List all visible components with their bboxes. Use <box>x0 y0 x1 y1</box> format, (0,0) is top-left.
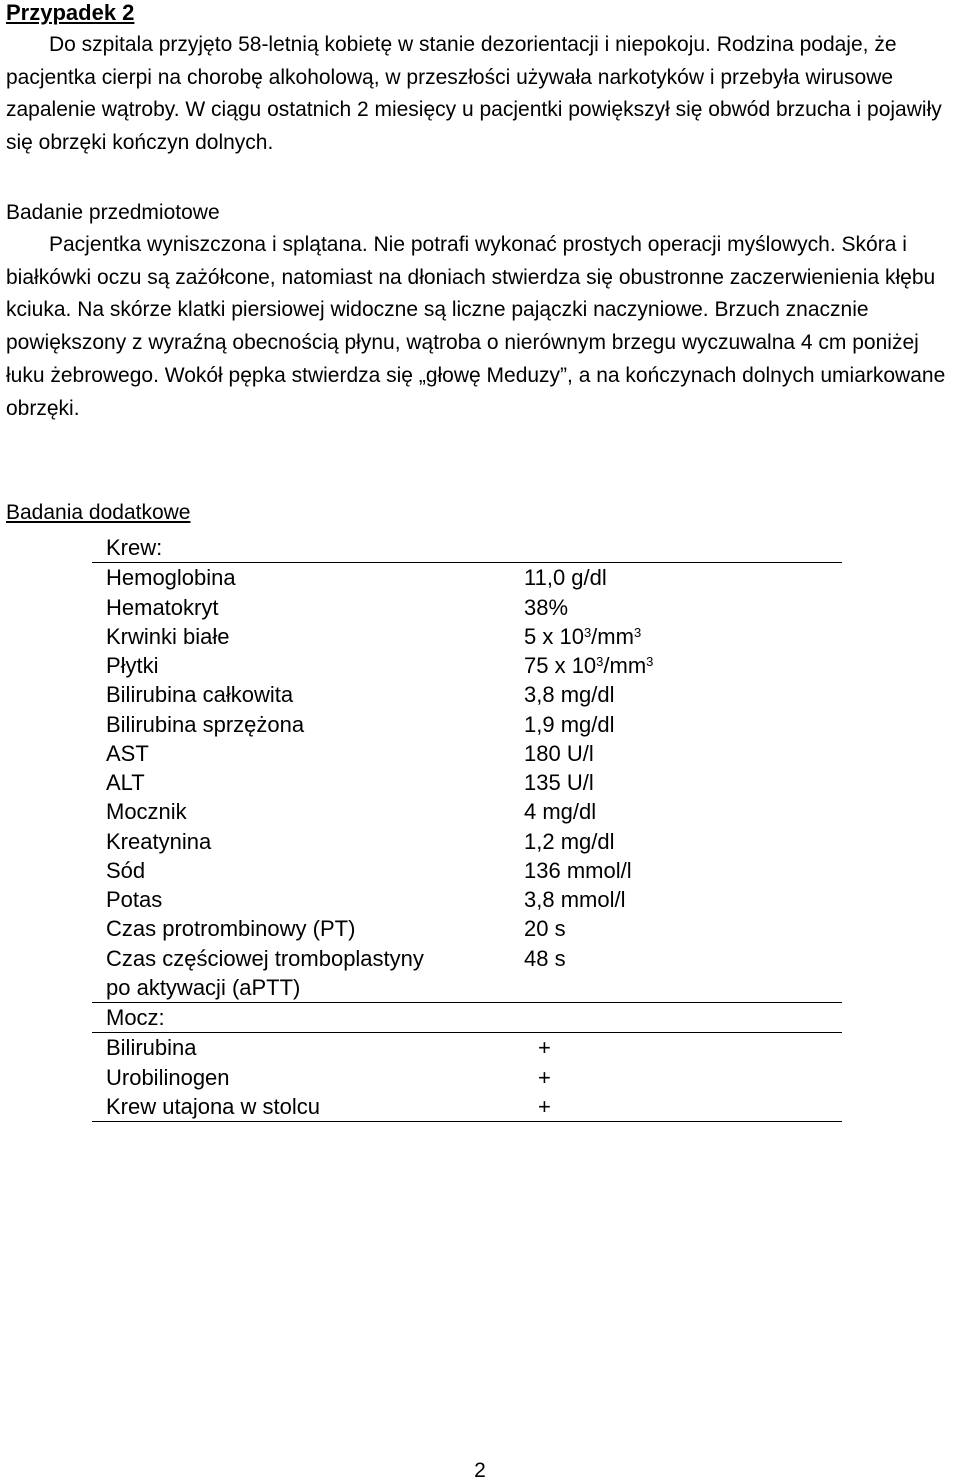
lab-name: Krew utajona w stolcu <box>106 1093 320 1119</box>
lab-name: ALT <box>106 770 145 795</box>
table-row <box>92 622 842 651</box>
lab-value: 4 mg/dl <box>524 799 597 825</box>
table-row <box>92 1063 842 1092</box>
lab-name: Kreatynina <box>106 828 212 854</box>
lab-name: Krwinki białe <box>106 623 230 649</box>
lab-name <box>106 944 424 1003</box>
lab-value-base: 5 x 10 <box>524 623 584 649</box>
lab-value: 48 s <box>524 945 566 971</box>
lab-name: Płytki <box>106 653 159 678</box>
table-row <box>92 914 842 943</box>
table-row <box>92 680 842 709</box>
exam-text-body: Pacjentka wyniszczona i splątana. Nie potrafi wykonać prostych operacji myślowych. Skóra i białkówki oczu są zażółcone, natomiast na dłoniach stwierdza się obustronne zaczerwienienia kłębu kciuka. Na skórze klatki piersiowej widoczne są liczne pajączki naczyniowe. Brzuch znacznie powiększony z wyraźną obecnością płynu, wątroba o nierównym brzegu wyczuwalna 4 cm poniżej łuku żebrowego. Wokół pępka stwierdza się „głowę Meduzy”, a na kończynach dolnych umiarkowane obrzęki. <box>6 233 946 420</box>
table-row <box>92 885 842 914</box>
lab-name: Bilirubina <box>106 1035 197 1061</box>
lab-name-line1: Czas częściowej tromboplastyny <box>106 945 424 971</box>
lab-value: 20 s <box>524 916 566 942</box>
lab-name: Hemoglobina <box>106 565 236 591</box>
lab-value-base: 75 x 10 <box>524 653 597 678</box>
lab-value-unit-exponent: 3 <box>646 654 654 669</box>
table-row <box>92 651 842 680</box>
lab-name: Bilirubina sprzężona <box>106 711 305 737</box>
case-intro-text: Do szpitala przyjęto 58-letnią kobietę w stanie dezorientacji i niepokoju. Rodzina podaje, że pacjentka cierpi na chorobę alkoholową, w przeszłości używała narkotyków i przebyła wirusowe zapalenie wątroby. W ciągu ostatnich 2 miesięcy u pacjentki powiększył się obwód brzucha i pojawiły się obrzęki kończyn dolnych. <box>6 33 942 155</box>
table-row <box>92 1092 842 1122</box>
page-number: 2 <box>474 1459 486 1482</box>
lab-value: 1,9 mg/dl <box>524 711 615 737</box>
lab-value: 3,8 mmol/l <box>524 887 626 912</box>
exam-heading: Badanie przedmiotowe <box>6 201 220 224</box>
lab-value: + <box>538 1093 551 1119</box>
lab-value-exponent: 3 <box>583 624 592 640</box>
lab-value: 38% <box>524 594 569 620</box>
lab-name: AST <box>106 740 149 766</box>
lab-value: 136 mmol/l <box>524 857 632 883</box>
urine-header-row <box>92 1003 842 1033</box>
urine-header: Mocz: <box>106 1005 165 1030</box>
table-row <box>92 593 842 622</box>
table-row <box>92 710 842 739</box>
blood-header: Krew: <box>106 535 163 560</box>
lab-value-unit: /mm <box>591 623 634 649</box>
blood-header-row <box>92 533 842 563</box>
lab-name-line2: po aktywacji (aPTT) <box>106 974 301 1000</box>
lab-results-table <box>92 533 842 1122</box>
lab-value: 1,2 mg/dl <box>524 828 615 854</box>
lab-value: + <box>538 1064 551 1090</box>
table-row <box>92 856 842 885</box>
table-row <box>92 1033 842 1062</box>
table-row <box>92 768 842 797</box>
lab-name: Czas protrombinowy (PT) <box>106 916 356 942</box>
labs-heading: Badania dodatkowe <box>6 501 191 524</box>
lab-name: Urobilinogen <box>106 1064 230 1090</box>
lab-name: Potas <box>106 887 163 912</box>
case-title: Przypadek 2 <box>6 0 135 25</box>
lab-value: 180 U/l <box>524 740 594 766</box>
lab-name: Mocznik <box>106 799 187 825</box>
lab-value <box>524 622 641 651</box>
lab-value: 135 U/l <box>524 770 594 795</box>
lab-value: 11,0 g/dl <box>524 565 607 591</box>
exam-text <box>6 229 956 425</box>
table-row <box>92 563 842 592</box>
lab-name: Hematokryt <box>106 594 219 620</box>
lab-value <box>524 651 653 680</box>
lab-value: 3,8 mg/dl <box>524 682 615 708</box>
table-row <box>92 944 842 1004</box>
case-intro <box>6 29 956 160</box>
lab-name: Bilirubina całkowita <box>106 682 294 708</box>
lab-value: + <box>538 1035 551 1061</box>
lab-name: Sód <box>106 857 146 883</box>
lab-value-unit: /mm <box>603 653 647 678</box>
table-row <box>92 739 842 768</box>
table-row <box>92 827 842 856</box>
table-row <box>92 797 842 826</box>
lab-value-exponent: 3 <box>596 654 604 669</box>
lab-value-unit-exponent: 3 <box>633 624 642 640</box>
